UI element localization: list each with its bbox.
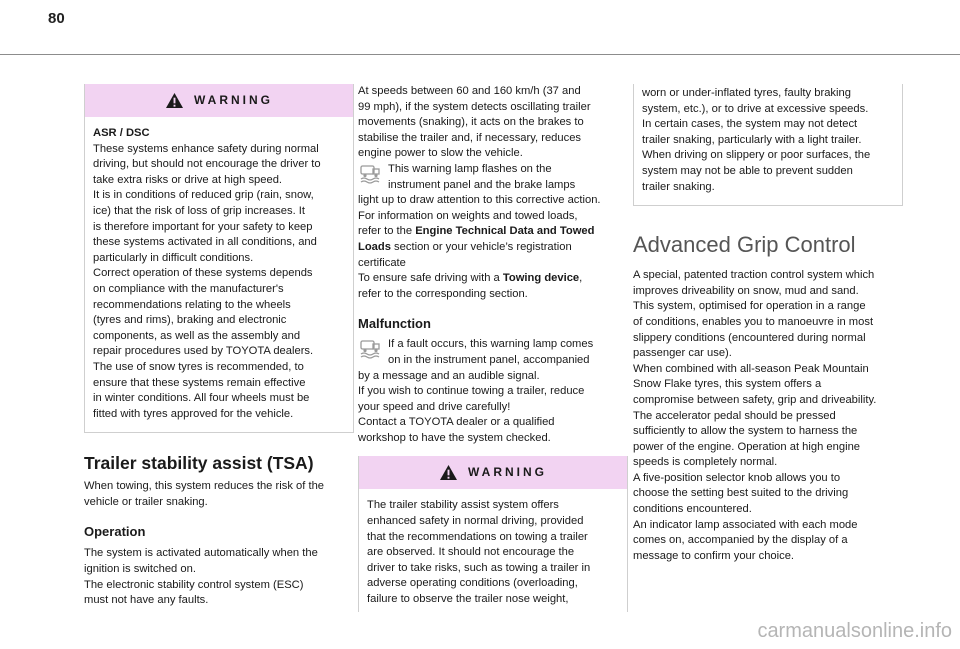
text-line: system, etc.), or to drive at excessive speeds. — [642, 102, 869, 115]
section-title-grip-control: Advanced Grip Control — [633, 232, 856, 258]
text-line: on in the instrument panel, accompanied — [388, 353, 590, 366]
malfunction-lamp-text — [358, 337, 628, 368]
malfunction-text — [358, 369, 628, 447]
towing-device-reference: Towing device — [502, 272, 580, 285]
text-line: At speeds between 60 and 160 km/h (37 and — [358, 85, 581, 97]
text-line: When combined with all-season Peak Mountain — [633, 362, 869, 375]
refer-line-2 — [358, 240, 628, 256]
warning-continuation-text — [642, 84, 894, 195]
warning-heading: ASR / DSC — [93, 127, 150, 139]
lamp-text — [358, 162, 628, 193]
text-line: ice) that the risk of loss of grip increases. It — [93, 204, 306, 217]
warning-text — [93, 142, 345, 423]
text-line: (tyres and rims), braking and electronic — [93, 314, 287, 327]
loads-reference: Loads — [358, 240, 391, 253]
text-line: If a fault occurs, this warning lamp comes — [388, 338, 594, 351]
grip-control-text — [633, 268, 903, 564]
text-line: speeds is completely normal. — [633, 456, 778, 469]
text-line: slippery conditions (encountered during normal — [633, 331, 866, 344]
column-1 — [84, 84, 354, 609]
refer-line-1 — [358, 224, 628, 240]
text-line: worn or under-inflated tyres, faulty braking — [642, 87, 851, 99]
towing-line-2: refer to the corresponding section. — [358, 287, 528, 300]
refer-suffix: section or your vehicle’s registration — [390, 240, 572, 253]
text-line: choose the setting best suited to the driving — [633, 487, 849, 500]
section-title-tsa: Trailer stability assist (TSA) — [84, 453, 314, 474]
lamp-paragraph — [358, 162, 628, 193]
text-line: passenger car use). — [633, 347, 732, 360]
warning-box-asr — [84, 84, 354, 433]
warning-title: WARNING — [468, 465, 547, 480]
text-line: on compliance with the manufacturer's — [93, 282, 284, 295]
text-line: An indicator lamp associated with each mode — [633, 518, 858, 531]
certificate-line: certificate — [358, 256, 406, 269]
text-line: Snow Flake tyres, this system offers a — [633, 378, 822, 391]
trailer-stability-lamp-icon — [358, 163, 382, 185]
text-line: sufficiently to allow the system to harness the — [633, 425, 858, 438]
text-line: Correct operation of these systems depends — [93, 267, 313, 280]
text-line: driving, but should not encourage the driver to — [93, 158, 321, 171]
towing-line-1 — [358, 271, 628, 287]
warning-box-tsa — [358, 456, 628, 611]
watermark: carmanualsonline.info — [757, 620, 952, 642]
text-line: When towing, this system reduces the risk of the — [84, 480, 325, 493]
text-line: It is in conditions of reduced grip (rain, snow, — [93, 189, 314, 202]
text-line: by a message and an audible signal. — [358, 369, 540, 382]
text-line: driver to take risks, such as towing a trailer in — [367, 561, 591, 574]
towing-suffix: , — [579, 272, 583, 285]
text-line: these systems activated in all conditions, and — [93, 236, 317, 249]
text-line: trailer snaking, particularly with a light trailer. — [642, 133, 862, 146]
text-line: components, as well as the assembly and — [93, 329, 301, 342]
text-line: conditions encountered. — [633, 503, 752, 516]
text-line: When driving on slippery or poor surfaces, the — [642, 149, 871, 162]
text-line: The accelerator pedal should be pressed — [633, 409, 836, 422]
page-number: 80 — [48, 10, 65, 27]
trailer-stability-lamp-icon — [358, 338, 382, 360]
text-line: particularly in difficult conditions. — [93, 251, 254, 264]
text-line: comes on, accompanied by the display of a — [633, 534, 848, 547]
column-2 — [358, 84, 628, 612]
text-line: light up to draw attention to this corrective action. — [358, 194, 601, 207]
text-line: For information on weights and towed loads, — [358, 209, 578, 222]
text-line: movements (snaking), it acts on the brakes to — [358, 116, 584, 129]
warning-header — [85, 84, 353, 117]
text-line: In certain cases, the system may not detect — [642, 118, 858, 131]
text-line: ignition is switched on. — [84, 563, 196, 576]
text-line: A special, patented traction control system which — [633, 269, 875, 282]
text-line: power of the engine. Operation at high engine — [633, 440, 861, 453]
text-line: is therefore important for your safety to keep — [93, 220, 313, 233]
text-line: failure to observe the trailer nose weight, — [367, 593, 569, 606]
operation-title: Operation — [84, 524, 146, 540]
text-line: A five-position selector knob allows you to — [633, 471, 841, 484]
text-line: 99 mph), if the system detects oscillating trailer — [358, 100, 591, 113]
text-line: must not have any faults. — [84, 594, 209, 607]
text-line: If you wish to continue towing a trailer, reduce — [358, 385, 585, 398]
operation-text — [84, 546, 354, 608]
text-line: fitted with tyres approved for the vehicle. — [93, 407, 294, 420]
lamp-continuation — [358, 193, 628, 224]
text-line: The trailer stability assist system offers — [367, 499, 559, 512]
text-line: adverse operating conditions (overloading, — [367, 577, 578, 590]
text-line: The electronic stability control system (ESC) — [84, 578, 304, 591]
refer-prefix: refer to the — [358, 225, 416, 238]
text-line: workshop to have the system checked. — [358, 431, 551, 444]
text-line: your speed and drive carefully! — [358, 400, 511, 413]
tsa-intro — [84, 479, 354, 510]
column-3 — [633, 84, 903, 564]
header-rule — [0, 54, 960, 55]
text-line: system may not be able to prevent sudden — [642, 164, 853, 177]
engine-data-reference: Engine Technical Data and Towed — [415, 225, 595, 238]
tsa-description — [358, 84, 628, 162]
text-line: These systems enhance safety during normal — [93, 142, 319, 155]
text-line: This warning lamp flashes on the — [388, 162, 552, 175]
text-line: of conditions, enables you to manoeuvre in most — [633, 315, 874, 328]
text-line: vehicle or trailer snaking. — [84, 495, 208, 508]
text-line: Contact a TOYOTA dealer or a qualified — [358, 416, 555, 429]
warning-header — [359, 456, 627, 489]
towing-prefix: To ensure safe driving with a — [358, 272, 503, 285]
text-line: This system, optimised for operation in a range — [633, 300, 866, 313]
text-line: compromise between safety, grip and driveability. — [633, 393, 877, 406]
warning-title: WARNING — [194, 92, 273, 107]
warning-triangle-icon — [439, 464, 458, 481]
warning-triangle-icon — [165, 92, 184, 109]
text-line: trailer snaking. — [642, 180, 715, 193]
text-line: The system is activated automatically when the — [84, 547, 318, 560]
text-line: repair procedures used by TOYOTA dealers. — [93, 345, 314, 358]
text-line: improves driveability on snow, mud and sand. — [633, 284, 859, 297]
warning-box-continuation — [633, 84, 903, 206]
text-line: engine power to slow the vehicle. — [358, 147, 523, 160]
warning-body — [359, 489, 627, 611]
warning-body — [85, 117, 353, 432]
text-line: are observed. It should not encourage the — [367, 546, 575, 559]
text-line: enhanced safety in normal driving, provided — [367, 515, 584, 528]
text-line: take extra risks or drive at high speed. — [93, 173, 283, 186]
text-line: in winter conditions. All four wheels must be — [93, 392, 310, 405]
text-line: instrument panel and the brake lamps — [388, 178, 576, 191]
text-line: ensure that these systems remain effective — [93, 376, 306, 389]
text-line: stabilise the trailer and, if necessary, reduces — [358, 131, 582, 144]
text-line: The use of snow tyres is recommended, to — [93, 360, 304, 373]
text-line: that the recommendations on towing a trailer — [367, 530, 588, 543]
text-line: message to confirm your choice. — [633, 549, 795, 562]
text-line: recommendations relating to the wheels — [93, 298, 291, 311]
malfunction-title: Malfunction — [358, 316, 431, 332]
malfunction-lamp-paragraph — [358, 337, 628, 368]
